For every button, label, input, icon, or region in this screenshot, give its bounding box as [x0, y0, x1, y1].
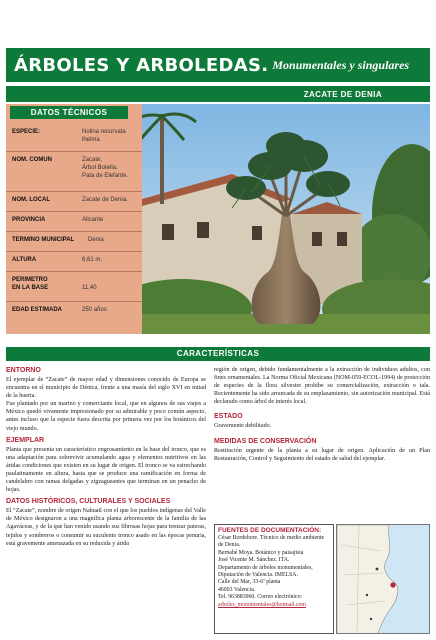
source-line: César Bordehore. Técnico de medio ambiente de Denia. [218, 535, 325, 549]
title-bar [6, 48, 430, 82]
tree-photo-illustration [142, 104, 430, 334]
paragraph: Gravemente debilitado. [214, 423, 272, 430]
tech-value: Nolina recurvata lhelma [82, 129, 126, 143]
tech-label: ESPECIE: [12, 129, 41, 135]
tech-value: Zacate de Denia. [82, 197, 128, 203]
source-line: Diputación de Valencia. IMELSA. [218, 572, 298, 579]
tech-label: ALTURA [12, 257, 37, 263]
source-line: 46003 Valencia. [218, 586, 256, 593]
characteristics-heading: CARACTERÍSTICAS [6, 347, 430, 361]
text-column-right [214, 366, 430, 463]
tree-name: ZACATE DE DENIA [303, 89, 382, 99]
tech-value: Denia [88, 237, 104, 243]
tech-value: 11,40 [82, 285, 97, 291]
tech-label: PERIMETRO EN LA BASE [12, 277, 49, 291]
tech-label: NOM. LOCAL [12, 197, 50, 203]
tree-name-bar [6, 86, 430, 102]
sources-heading: FUENTES DE DOCUMENTACIÓN: [218, 527, 322, 534]
tech-label: PROVINCIA [12, 217, 46, 223]
section-heading: MEDIDAS DE CONSERVACIÓN [214, 437, 317, 445]
section-heading: DATOS HISTÓRICOS, CULTURALES Y SOCIALES [6, 498, 171, 506]
tech-value: Alicante [82, 217, 104, 223]
source-line: Bernabé Moya. Botánico y paisajista [218, 549, 304, 556]
source-line: José Vicente M. Sánchez. ITA. [218, 557, 290, 564]
paragraph: región de origen, debido fundamentalmente a la extracción de individuos adultos, con fines ornamentales. La Norma Oficial Mexicana (NOM-059-ECOL-1994) de protección de especies de la flora silvestre prohíbe su comercialización, extracción o tala. Recientemente ha sido arrancada de su emplazamiento, sin autorización municipal. Está declarado como árbol de interés local. [214, 367, 430, 406]
tech-label: EDAD ESTIMADA [12, 307, 63, 313]
source-line: Calle del Mar, 33-6ª planta [218, 579, 281, 586]
paragraph: Planta que presenta un característico engrosamiento en la base del tronco, que es una adaptación para sobrevivir acumulando agua y elementos nutritivos en las áridas condiciones que existen en su lugar de origen. El tronco se va estrechando paulatinamente en altura, hasta que se produce una ramificación en forma de candelabro con ramas delgadas y zigzagueantes que terminan en un penacho de hojas. [6, 446, 206, 494]
tree-photo [142, 104, 430, 334]
section-heading: ESTADO [214, 413, 243, 421]
tech-value: 250 años [82, 307, 107, 313]
tech-label: NOM. COMUN [12, 157, 52, 163]
section-heading: ENTORNO [6, 367, 41, 374]
section-heading: EJEMPLAR [6, 436, 45, 444]
source-line: Tel. 963883960. Correo electrónico: [218, 594, 303, 601]
location-map [336, 524, 430, 634]
text-column-left [6, 366, 206, 548]
map-illustration [337, 525, 430, 634]
email-link[interactable]: arboles_monumentales@hotmail.com [218, 601, 306, 608]
paragraph: Fue plantado por un marino y comerciante local, que en algunos de sus viajes a México quedó vivamente impresionado por su admirable y poco común aspecto, antes incluso que la especie fuera descrita por primera vez por los botánicos del viejo mundo. [6, 401, 206, 432]
tech-heading: DATOS TÉCNICOS [10, 106, 128, 119]
page-title: ÁRBOLES Y ARBOLEDAS. [14, 54, 269, 76]
paragraph: Restitución urgente de la planta a su lugar de origen. Aplicación de un Plan Restauración, Control y Seguimiento del estado de salud del ejemplar. [214, 447, 430, 462]
paragraph: El “Zacate”, nombre de origen Nahuatl con el que los pueblos indígenas del Valle de México designaron a una magnífica planta arborescente de la familia de las Agaváceas, y de la que han venido usando sus fibrosas hojas para trenzar pateras, tejidos y sombreros o consumir su suculento tronco asado en las épocas penuria, está gravemente amenazada en su reducida y árida [6, 508, 206, 547]
source-line: Departamento de árboles monumentales, [218, 564, 313, 571]
tech-label: TERMINO MUNICIPAL [12, 237, 75, 243]
tech-value: 6,61 m. [82, 257, 103, 263]
page-subtitle: Monumentales y singulares [272, 57, 410, 72]
sources-box [214, 524, 334, 634]
tech-value: Zacate, Árbol Botella, Pata de Elefante. [82, 157, 129, 179]
paragraph: El ejemplar de “Zacate” de mayor edad y dimensiones conocido de Europa se encuentra en el municipio de Dénica, frente a una masía del siglo XVI en mitad de la huerta. [6, 377, 206, 400]
header-space [0, 0, 436, 48]
